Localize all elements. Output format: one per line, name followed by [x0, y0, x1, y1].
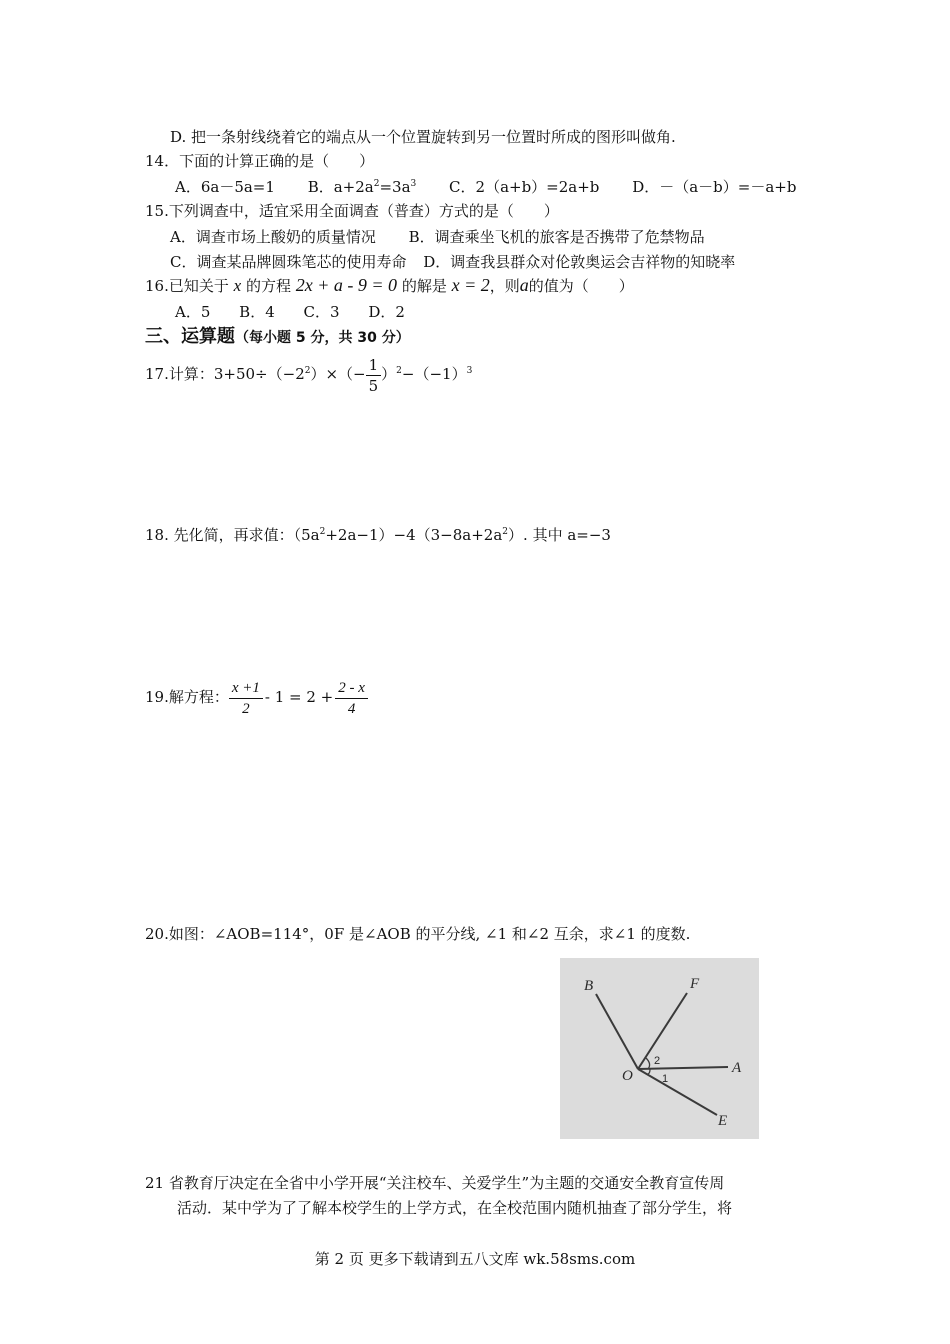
angle-figure [560, 958, 759, 1139]
q13-option-d: D. 把一条射线绕着它的端点从一个位置旋转到另一位置时所成的图形叫做角. [170, 128, 676, 146]
q19-fraction-2 [335, 678, 368, 719]
q17 [145, 352, 472, 396]
q14-b-mid: =3a [379, 178, 411, 196]
q18-exp1: 2 [319, 527, 326, 537]
q16-solution: x = 2 [451, 275, 490, 295]
section-3-title: 三、运算题 [145, 326, 235, 347]
q14-stem: 14．下面的计算正确的是（ ） [145, 152, 375, 170]
q14-b-exp2: 3 [410, 179, 417, 189]
q18 [145, 525, 611, 545]
q19-mid: - 1 = 2 + [264, 688, 334, 706]
q18-exp2: 2 [502, 527, 509, 537]
q19-numerator-1: x +1 [229, 678, 263, 699]
q15-row1 [170, 227, 705, 247]
q16-var-a: a [519, 275, 529, 295]
label-b: B [584, 978, 594, 994]
q15-row2 [170, 252, 735, 272]
q16-end: 的值为（ ） [528, 277, 634, 295]
q16-mid2: 的解是 [401, 277, 447, 295]
angle-diagram [560, 958, 759, 1139]
q17-mid2: ） [381, 365, 397, 383]
q17-pre: 17.计算：3+50÷（−2 [145, 365, 305, 383]
q19-denominator-2: 4 [347, 700, 356, 717]
q16-pre: 16.已知关于 [145, 277, 229, 295]
q17-denominator: 5 [368, 376, 379, 395]
q17-exp2: 2 [396, 366, 402, 376]
label-o: O [622, 1068, 633, 1084]
q17-mid3: −（−1） [401, 365, 467, 383]
q18-end: ）. 其中 a=−3 [508, 526, 611, 544]
q15-option-d: D．调查我县群众对伦敦奥运会吉祥物的知晓率 [423, 253, 736, 271]
q15-stem: 15.下列调查中，适宜采用全面调查（普查）方式的是（ ） [145, 202, 559, 220]
q17-exp1: 2 [304, 366, 311, 376]
q19-numerator-2: 2 - x [335, 678, 368, 699]
q19-denominator-1: 2 [242, 700, 250, 717]
q14-option-c: C．2（a+b）=2a+b [449, 178, 600, 196]
q19-pre: 19.解方程： [145, 688, 229, 706]
q14-option-a: A．6a－5a=1 [175, 178, 275, 196]
label-a: A [732, 1060, 742, 1076]
q16-var-x: x [233, 276, 242, 295]
q16-equation: 2x + a - 9 = 0 [295, 275, 398, 295]
q15-option-a: A．调查市场上酸奶的质量情况 [170, 228, 376, 246]
q16-mid: 的方程 [245, 277, 291, 295]
q21-line-2: 活动．某中学为了了解本校学生的上学方式，在全校范围内随机抽查了部分学生，将 [177, 1199, 733, 1217]
section-3-subtitle: （每小题 5 分，共 30 分） [235, 330, 410, 346]
q19 [145, 674, 368, 720]
q19-fraction-1 [229, 678, 263, 719]
q14-option-b [308, 177, 417, 197]
label-angle-1: 1 [662, 1073, 669, 1085]
q18-mid: +2a−1）−4（3−8a+2a [325, 526, 503, 544]
label-angle-2: 2 [654, 1055, 661, 1067]
q16-option-d: D．2 [368, 303, 405, 321]
label-f: F [690, 976, 700, 992]
page-footer: 第 2 页 更多下载请到五八文库 wk.58sms.com [314, 1250, 636, 1268]
q16-stem [145, 275, 634, 296]
q16-mid3: ，则 [489, 277, 520, 295]
q14-b-pre: B．a+2a [307, 178, 374, 196]
label-e: E [718, 1113, 728, 1129]
q15-option-c: C．调查某品牌圆珠笔芯的使用寿命 [170, 253, 407, 271]
q16-options [175, 302, 405, 322]
q15-option-b: B．调查乘坐飞机的旅客是否携带了危禁物品 [408, 228, 705, 246]
q20: 20.如图：∠AOB=114°，0F 是∠AOB 的平分线, ∠1 和∠2 互余，求∠1 的度数. [145, 925, 691, 943]
q14-b-exp1: 2 [373, 179, 380, 189]
q14-option-d: D．－（a－b）=－a+b [632, 178, 797, 196]
q16-option-b: B．4 [239, 303, 275, 321]
section-3-heading [145, 327, 410, 348]
q16-option-c: C．3 [303, 303, 340, 321]
q18-pre: 18. 先化简，再求值：（5a [145, 526, 320, 544]
q17-mid: ）×（− [310, 365, 366, 383]
q17-numerator: 1 [366, 355, 382, 376]
q21-line-1: 21 省教育厅决定在全省中小学开展“关注校车、关爱学生”为主题的交通安全教育宣传周 [145, 1174, 725, 1192]
q17-fraction [366, 355, 382, 396]
q17-exp3: 3 [466, 366, 473, 376]
q14-options [175, 177, 796, 197]
q16-option-a: A．5 [175, 303, 211, 321]
